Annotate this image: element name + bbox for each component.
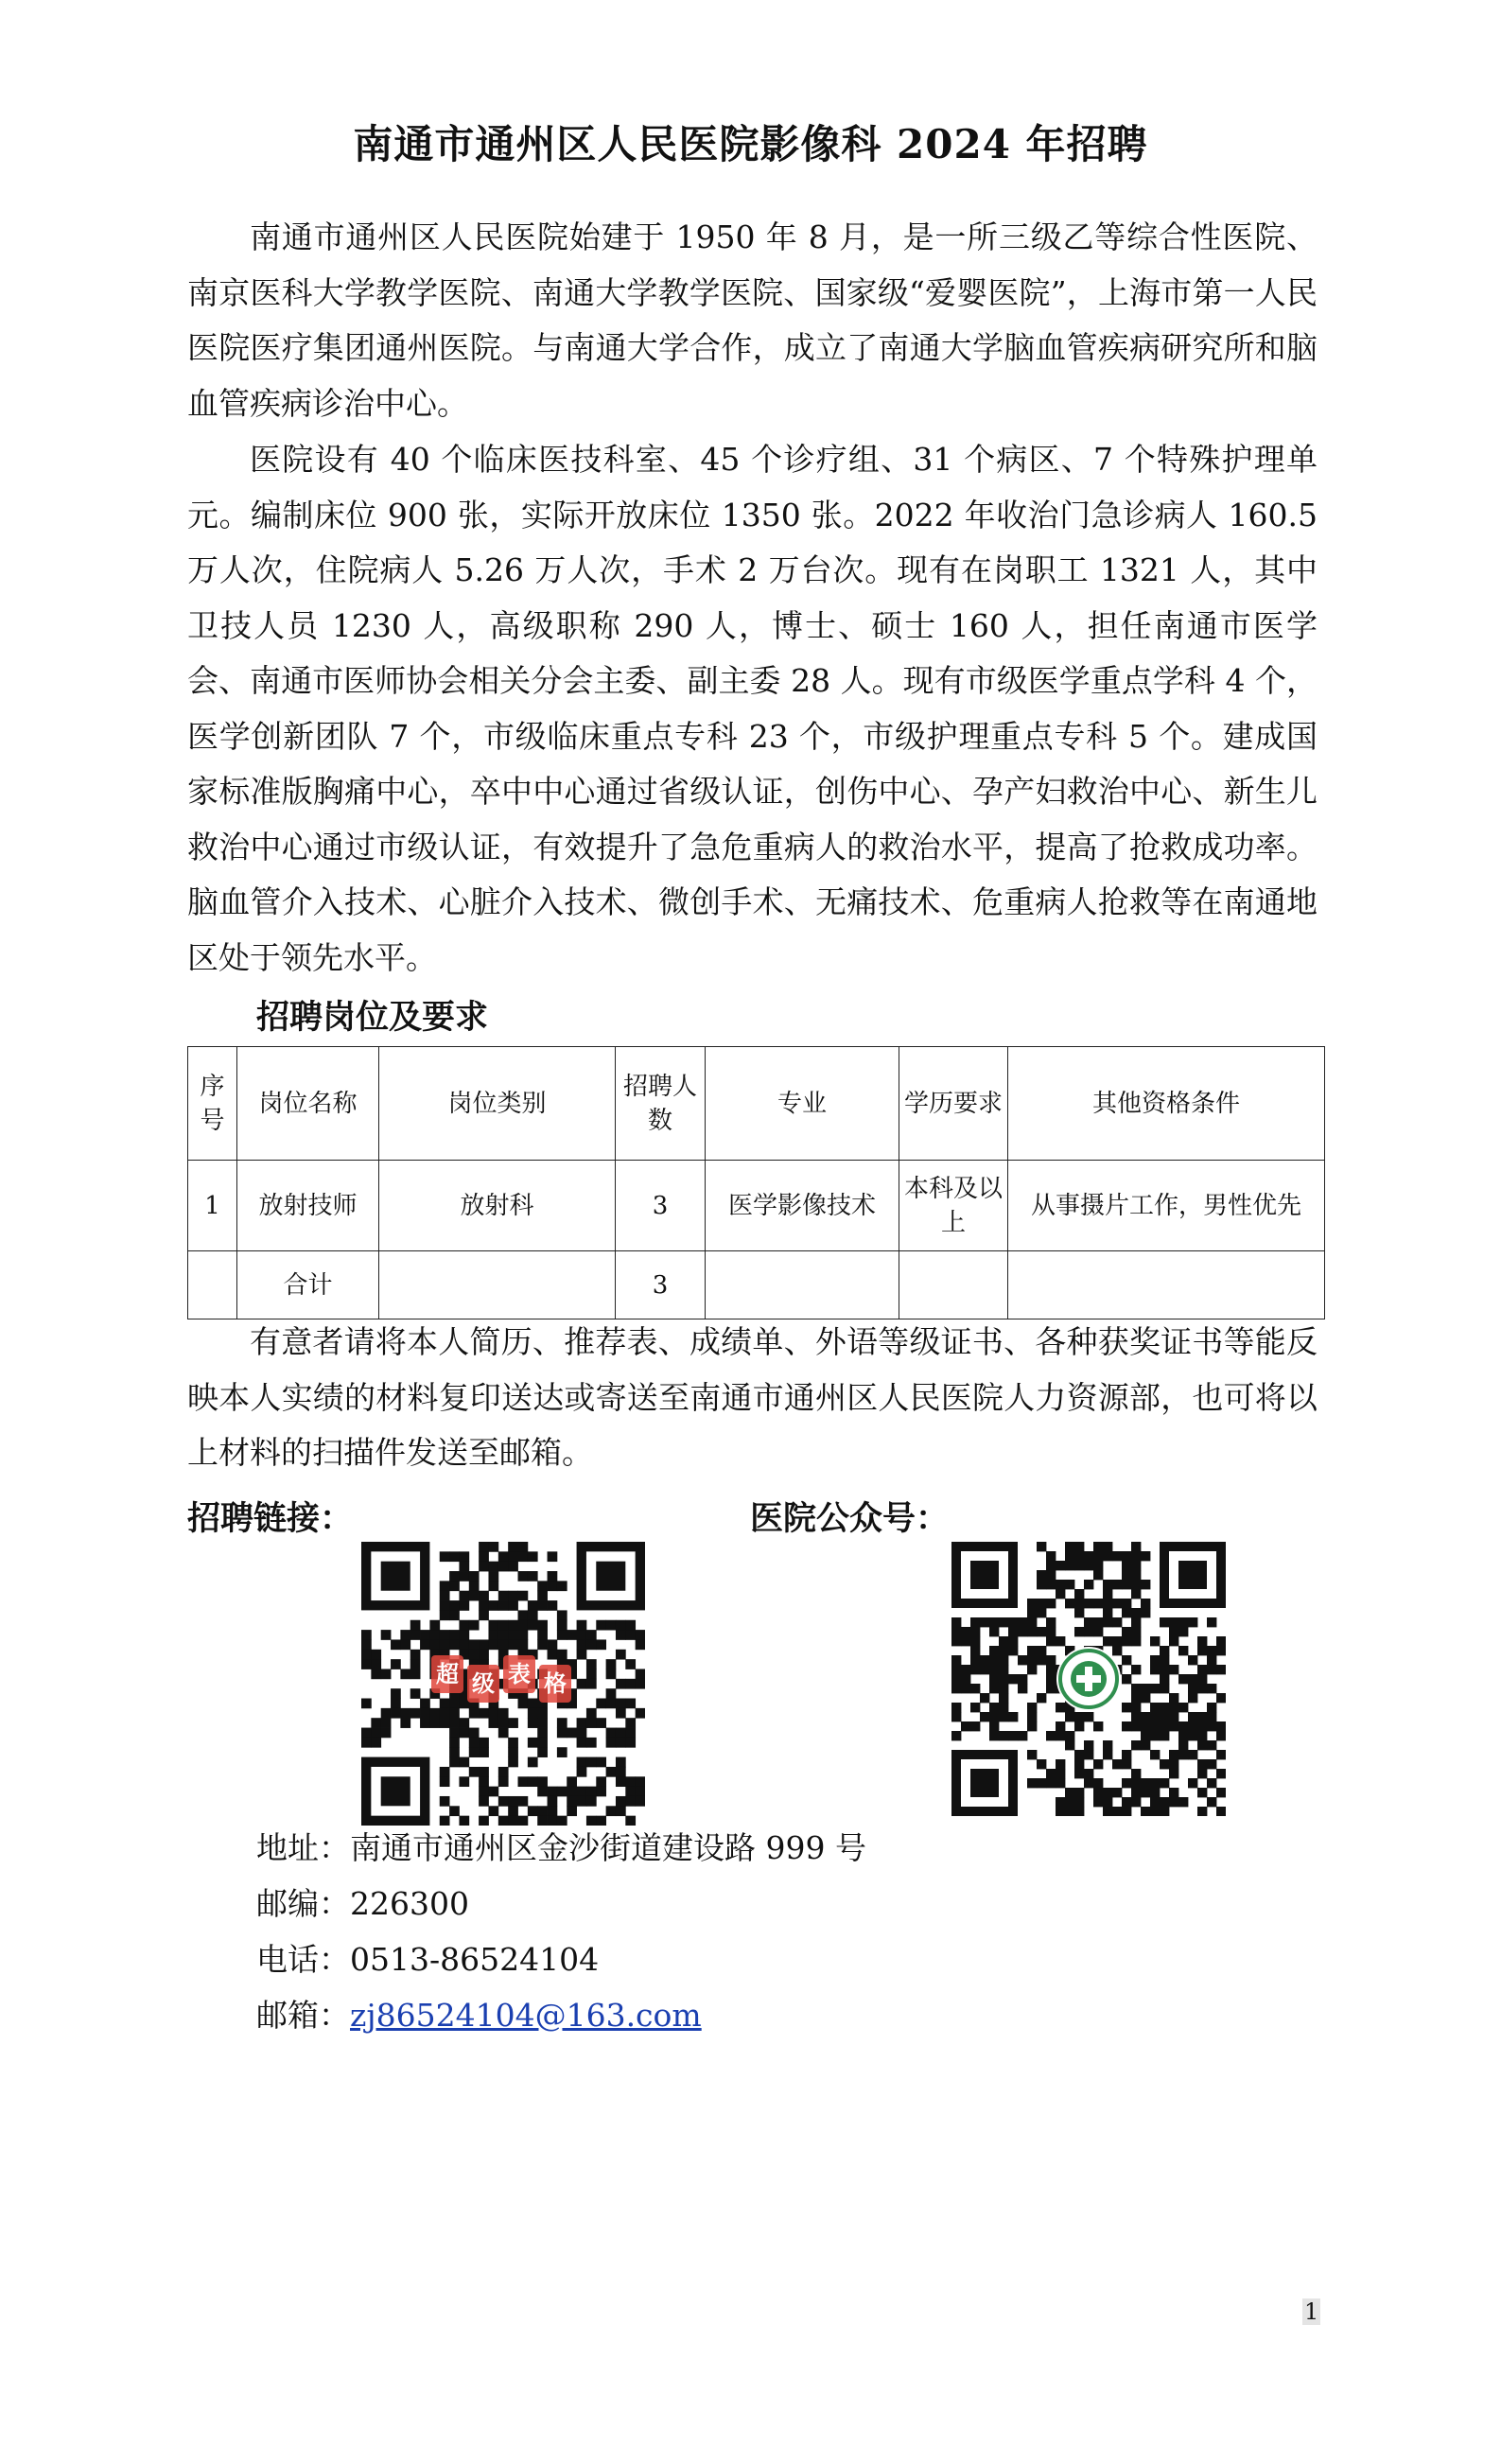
cell-empty: [1008, 1251, 1325, 1319]
application-note: 有意者请将本人简历、推荐表、成绩单、外语等级证书、各种获奖证书等能反映本人实绩的材料复印送达或寄送至南通市通州区人民医院人力资源部，也可将以上材料的扫描件发送至邮箱。: [187, 1323, 1318, 1471]
phone-label: 电话：: [256, 1941, 350, 1978]
cell-empty: [188, 1251, 237, 1319]
contact-zip: [256, 1885, 469, 1923]
qr-code-image: [951, 1542, 1226, 1816]
svg-text:格: 格: [544, 1670, 567, 1697]
wechat-account-label: 医院公众号：: [750, 1499, 950, 1538]
intro-paragraph-2: 医院设有 40 个临床医技科室、45 个诊疗组、31 个病区、7 个特殊护理单元。编制床位 900 张，实际开放床位 1350 张。2022 年收治门急诊病人 160.5 万人次，住院病人 5.26 万人次，手术 2 万台次。现有在岗职工 1321 人，其中卫技人员 1230 人，高级职称 290 人，博士、硕士 160 人，担任南通市医学会、南通市医师协会相关分会主委、副主委 28 人。现有市级医学重点学科 4 个，医学创新团队 7 个，市级临床重点专科 23 个，市级护理重点专科 5 个。建成国家标准版胸痛中心，卒中中心通过省级认证，创伤中心、孕产妇救治中心、新生儿救治中心通过市级认证，有效提升了急危重病人的救治水平，提高了抢救成功率。脑血管介入技术、心脏介入技术、微创手术、无痛技术、危重病人抢救等在南通地区处于领先水平。: [187, 441, 1318, 976]
header-category: 岗位类别: [379, 1047, 616, 1161]
cell-education: 本科及以上: [899, 1161, 1008, 1251]
cell-other: 从事摄片工作，男性优先: [1008, 1161, 1325, 1251]
zip-label: 邮编：: [256, 1885, 350, 1922]
header-name: 岗位名称: [237, 1047, 379, 1161]
contact-address: [256, 1829, 866, 1867]
svg-text:超: 超: [436, 1661, 459, 1687]
page-number: 1: [1304, 2298, 1319, 2325]
contact-email: [256, 1997, 702, 2035]
positions-heading: 招聘岗位及要求: [256, 998, 489, 1037]
qr-finder-pattern: [361, 1542, 429, 1610]
cell-total-count: 3: [616, 1251, 706, 1319]
header-education: 学历要求: [899, 1047, 1008, 1161]
qr-finder-pattern: [361, 1757, 429, 1826]
zip-value: 226300: [350, 1885, 469, 1922]
cell-major: 医学影像技术: [706, 1161, 899, 1251]
page-title: 南通市通州区人民医院影像科 2024 年招聘: [353, 121, 1148, 167]
qr-finder-pattern: [577, 1542, 645, 1610]
qr-code-image: [361, 1542, 645, 1826]
cell-empty: [706, 1251, 899, 1319]
header-major: 专业: [706, 1047, 899, 1161]
header-no: 序号: [188, 1047, 237, 1161]
hospital-wechat-qr-code[interactable]: [951, 1542, 1226, 1816]
email-link[interactable]: zj86524104@163.com: [350, 1997, 702, 2034]
table-total-row: [188, 1251, 1325, 1319]
header-count: 招聘人数: [616, 1047, 706, 1161]
address-label: 地址：: [256, 1829, 350, 1866]
recruit-qr-code[interactable]: [361, 1542, 645, 1826]
cell-no: 1: [188, 1161, 237, 1251]
intro-paragraph-1: 南通市通州区人民医院始建于 1950 年 8 月，是一所三级乙等综合性医院、南京医科大学教学医院、南通大学教学医院、国家级“爱婴医院”，上海市第一人民医院医疗集团通州医院。与南通大学合作，成立了南通大学脑血管疾病研究所和脑血管疾病诊治中心。: [187, 218, 1318, 422]
phone-value: 0513-86524104: [350, 1941, 600, 1978]
svg-text:表: 表: [508, 1661, 531, 1687]
cell-count: 3: [616, 1161, 706, 1251]
contact-phone: [256, 1941, 599, 1979]
cell-name: 放射技师: [237, 1161, 379, 1251]
address-value: 南通市通州区金沙街道建设路 999 号: [350, 1829, 866, 1866]
svg-text:级: 级: [472, 1670, 495, 1697]
hospital-logo-icon: [1056, 1647, 1121, 1711]
cell-category: 放射科: [379, 1161, 616, 1251]
qr-finder-pattern: [1160, 1542, 1226, 1608]
table-header-row: [188, 1047, 1325, 1161]
positions-table: [187, 1046, 1325, 1319]
cell-total-label: 合计: [237, 1251, 379, 1319]
qr-finder-pattern: [951, 1542, 1018, 1608]
recruit-link-label: 招聘链接：: [187, 1499, 354, 1538]
header-other: 其他资格条件: [1008, 1047, 1325, 1161]
qr-finder-pattern: [951, 1750, 1018, 1816]
table-row: [188, 1161, 1325, 1251]
email-label: 邮箱：: [256, 1997, 350, 2034]
cell-empty: [379, 1251, 616, 1319]
cell-empty: [899, 1251, 1008, 1319]
